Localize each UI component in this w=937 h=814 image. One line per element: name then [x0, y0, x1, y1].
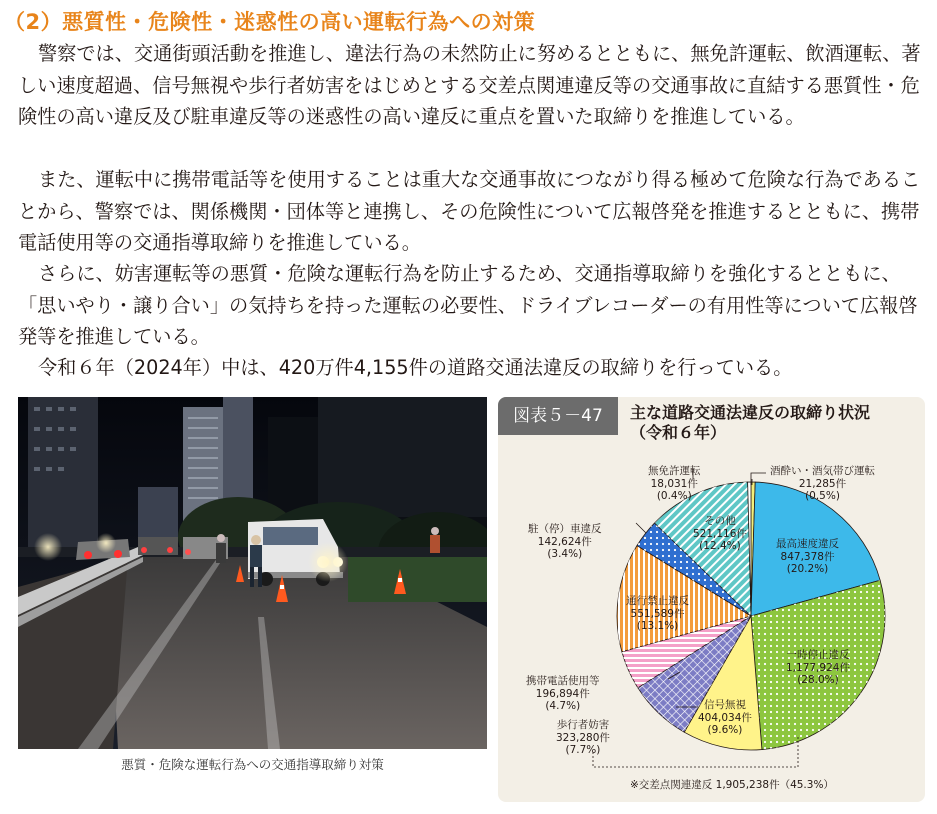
label-other: その他 521,116件 (12.4%): [693, 515, 747, 552]
figure-title-line-1: 主な道路交通法違反の取締り状況: [630, 403, 871, 422]
figure-title-line-2: （令和６年）: [630, 423, 727, 442]
label-signal: 信号無視 404,034件 (9.6%): [698, 699, 752, 736]
label-pedestrian: 歩行者妨害 323,280件 (7.7%): [556, 719, 610, 756]
label-drunk-driving: 酒酔い・酒気帯び運転 21,285件 (0.5%): [770, 465, 875, 502]
paragraph-2: また、運転中に携帯電話等を使用することは重大な交通事故につながり得る極めて危険な行為であることから、警察では、関係機関・団体等と連携し、その危険性について広報啓発を推進するとともに、携帯電話使用等の交通指導取締りを推進している。: [18, 168, 921, 254]
paragraph-3: さらに、妨害運転等の悪質・危険な運転行為を防止するため、交通指導取締りを強化するとともに、「思いやり・譲り合い」の気持ちを持った運転の必要性、ドライブレコーダーの有用性等について広報啓発等を推進している。: [18, 262, 918, 348]
label-parking: 駐（停）車違反 142,624件 (3.4%): [528, 523, 602, 560]
figure-panel: [498, 397, 925, 802]
label-mobile-phone: 携帯電話使用等 196,894件 (4.7%): [526, 675, 600, 712]
label-no-license: 無免許運転 18,031件 (0.4%): [648, 465, 701, 502]
photo-caption: 悪質・危険な運転行為への交通指導取締り対策: [121, 757, 384, 772]
label-stop-sign: 一時停止違反 1,177,924件 (28.0%): [786, 649, 850, 686]
figure-number-label: 図表５－47: [498, 397, 618, 435]
label-no-entry: 通行禁止違反 551,589件 (13.1%): [626, 595, 689, 632]
figure-footnote: ※交差点関連違反 1,905,238件（45.3%）: [630, 779, 834, 791]
label-speeding: 最高速度違反 847,378件 (20.2%): [776, 538, 839, 575]
paragraph-4: 令和６年（2024年）中は、420万件4,155件の道路交通法違反の取締りを行っている。: [38, 356, 793, 379]
traffic-enforcement-photo: [18, 397, 487, 749]
night-road-illustration: [18, 397, 487, 749]
paragraph-1: 警察では、交通街頭活動を推進し、違法行為の未然防止に努めるとともに、無免許運転、飲酒運転、著しい速度超過、信号無視や歩行者妨害をはじめとする交差点関連違反等の交通事故に直結する悪質性・危険性の高い違反及び駐車違反等の迷惑性の高い違反に重点を置いた取締りを推進している。: [18, 42, 921, 128]
section-heading: （2）悪質性・危険性・迷惑性の高い運転行為への対策: [4, 10, 536, 34]
